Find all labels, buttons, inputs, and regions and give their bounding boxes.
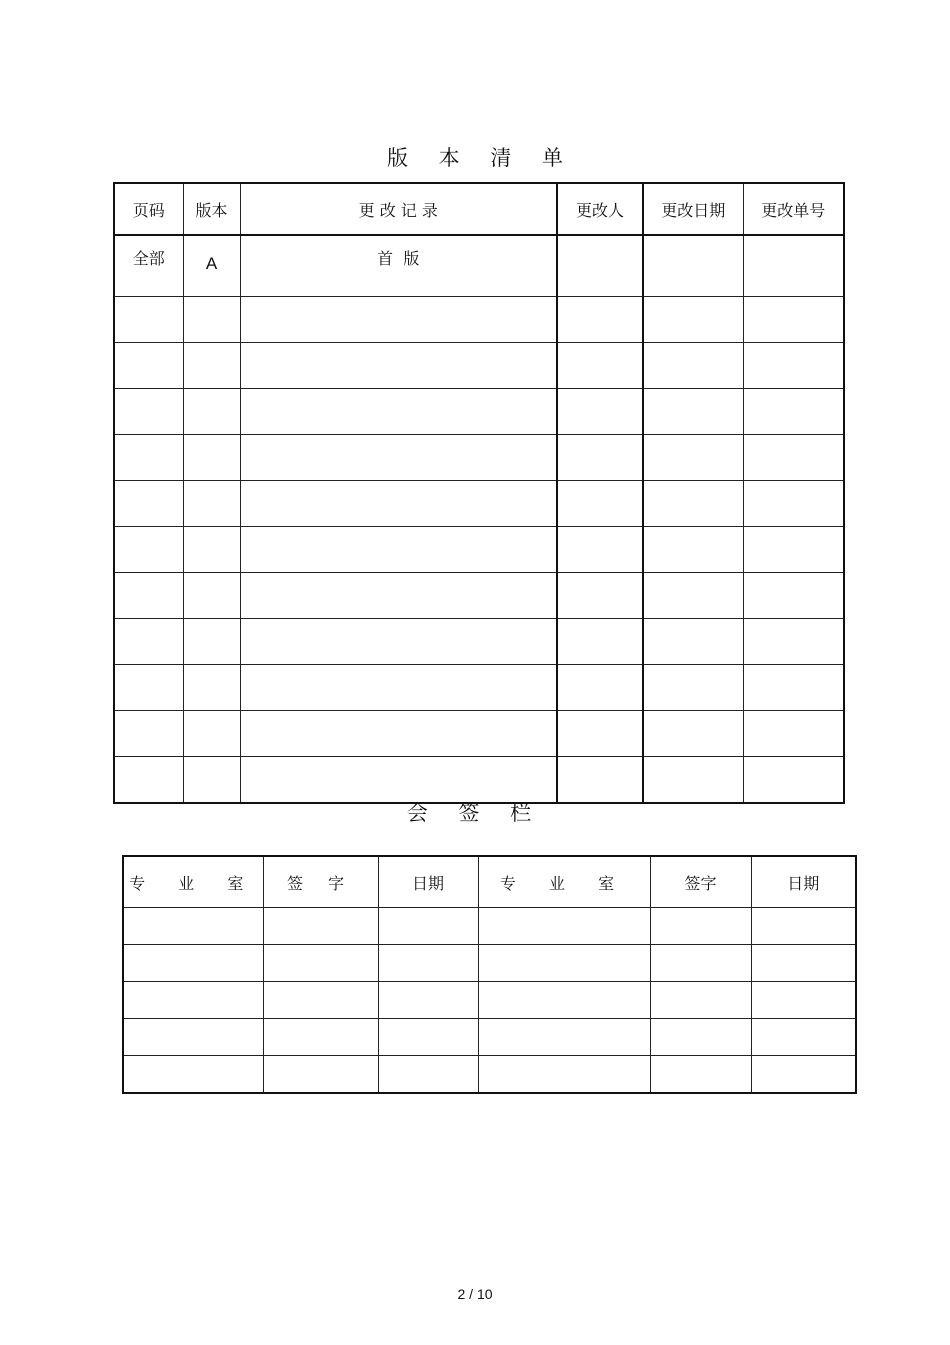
cell-sign-1 bbox=[263, 982, 378, 1019]
cell-sign-2 bbox=[650, 982, 751, 1019]
cell-page bbox=[114, 435, 183, 481]
table-row bbox=[114, 297, 844, 343]
cell-sign-1 bbox=[263, 1019, 378, 1056]
table-row bbox=[114, 435, 844, 481]
table-row bbox=[114, 481, 844, 527]
cell-sign-2 bbox=[650, 945, 751, 982]
cell-date bbox=[643, 619, 743, 665]
cell-person bbox=[557, 343, 643, 389]
cell-page bbox=[114, 665, 183, 711]
table-row bbox=[114, 573, 844, 619]
cell-page bbox=[114, 343, 183, 389]
table-row bbox=[114, 619, 844, 665]
version-value: A bbox=[205, 254, 218, 273]
header-sign-2: 签字 bbox=[650, 856, 751, 908]
cell-order-no bbox=[743, 527, 844, 573]
cell-person bbox=[557, 389, 643, 435]
table-row bbox=[123, 1019, 856, 1056]
cell-order-no bbox=[743, 235, 844, 297]
table-row bbox=[114, 527, 844, 573]
header-date-1: 日期 bbox=[378, 856, 478, 908]
cell-date-2 bbox=[751, 945, 856, 982]
cell-page bbox=[114, 481, 183, 527]
cell-person bbox=[557, 235, 643, 297]
table-row bbox=[114, 711, 844, 757]
cell-date bbox=[643, 235, 743, 297]
cell-record bbox=[240, 297, 557, 343]
cell-date-1 bbox=[378, 982, 478, 1019]
cell-version bbox=[183, 481, 240, 527]
header-dept-1: 专 业 室 bbox=[123, 856, 263, 908]
cell-version bbox=[183, 619, 240, 665]
cell-version bbox=[183, 343, 240, 389]
cell-order-no bbox=[743, 435, 844, 481]
cell-record: 首 版 bbox=[240, 235, 557, 297]
table-row bbox=[114, 343, 844, 389]
cell-date-2 bbox=[751, 908, 856, 945]
cell-page bbox=[114, 573, 183, 619]
table-row bbox=[114, 665, 844, 711]
cell-date bbox=[643, 527, 743, 573]
cell-person bbox=[557, 573, 643, 619]
revision-list-table bbox=[113, 182, 845, 804]
cell-version bbox=[183, 435, 240, 481]
cell-page bbox=[114, 619, 183, 665]
cell-order-no bbox=[743, 711, 844, 757]
countersign-header-row bbox=[123, 856, 856, 908]
cell-order-no bbox=[743, 297, 844, 343]
cell-dept-1 bbox=[123, 982, 263, 1019]
cell-record bbox=[240, 389, 557, 435]
cell-sign-1 bbox=[263, 945, 378, 982]
table-row bbox=[123, 1056, 856, 1094]
cell-record bbox=[240, 665, 557, 711]
header-sign-1: 签 字 bbox=[263, 856, 378, 908]
cell-order-no bbox=[743, 389, 844, 435]
cell-page bbox=[114, 297, 183, 343]
header-order-no: 更改单号 bbox=[743, 183, 844, 235]
cell-order-no bbox=[743, 665, 844, 711]
cell-version bbox=[183, 711, 240, 757]
countersign-table bbox=[122, 855, 857, 1094]
cell-record bbox=[240, 435, 557, 481]
cell-version bbox=[183, 527, 240, 573]
cell-page bbox=[114, 527, 183, 573]
cell-sign-2 bbox=[650, 1019, 751, 1056]
cell-dept-2 bbox=[478, 945, 650, 982]
cell-date bbox=[643, 573, 743, 619]
table-row bbox=[123, 945, 856, 982]
cell-date-1 bbox=[378, 908, 478, 945]
table-row bbox=[114, 235, 844, 297]
cell-person bbox=[557, 527, 643, 573]
cell-date-1 bbox=[378, 1056, 478, 1094]
cell-dept-2 bbox=[478, 1019, 650, 1056]
cell-person bbox=[557, 297, 643, 343]
header-version: 版本 bbox=[183, 183, 240, 235]
cell-dept-1 bbox=[123, 1019, 263, 1056]
cell-record bbox=[240, 481, 557, 527]
cell-dept-2 bbox=[478, 908, 650, 945]
header-date-2: 日期 bbox=[751, 856, 856, 908]
cell-date bbox=[643, 481, 743, 527]
revision-list-title: 版 本 清 单 bbox=[386, 146, 576, 170]
header-person: 更改人 bbox=[557, 183, 643, 235]
cell-date-2 bbox=[751, 1056, 856, 1094]
cell-page bbox=[114, 389, 183, 435]
cell-person bbox=[557, 711, 643, 757]
cell-sign-1 bbox=[263, 908, 378, 945]
revision-header-row bbox=[114, 183, 844, 235]
cell-order-no bbox=[743, 619, 844, 665]
cell-record bbox=[240, 711, 557, 757]
cell-person bbox=[557, 481, 643, 527]
cell-date-1 bbox=[378, 945, 478, 982]
cell-record bbox=[240, 343, 557, 389]
cell-date bbox=[643, 389, 743, 435]
cell-dept-2 bbox=[478, 982, 650, 1019]
table-row bbox=[123, 908, 856, 945]
cell-order-no bbox=[743, 343, 844, 389]
cell-version bbox=[183, 297, 240, 343]
table-row bbox=[123, 982, 856, 1019]
cell-date bbox=[643, 435, 743, 481]
cell-sign-2 bbox=[650, 908, 751, 945]
cell-date-2 bbox=[751, 982, 856, 1019]
page-indicator: 2 / 10 bbox=[457, 1286, 493, 1302]
header-date: 更改日期 bbox=[643, 183, 743, 235]
cell-version bbox=[183, 235, 240, 297]
cell-sign-2 bbox=[650, 1056, 751, 1094]
cell-page bbox=[114, 711, 183, 757]
cell-date-2 bbox=[751, 1019, 856, 1056]
cell-page: 全部 bbox=[114, 235, 183, 297]
header-dept-2: 专 业 室 bbox=[478, 856, 650, 908]
cell-dept-2 bbox=[478, 1056, 650, 1094]
header-record: 更 改 记 录 bbox=[240, 183, 557, 235]
cell-order-no bbox=[743, 481, 844, 527]
cell-dept-1 bbox=[123, 1056, 263, 1094]
cell-date bbox=[643, 711, 743, 757]
cell-person bbox=[557, 665, 643, 711]
countersign-title: 会 签 栏 bbox=[406, 801, 544, 825]
cell-record bbox=[240, 619, 557, 665]
header-page: 页码 bbox=[114, 183, 183, 235]
cell-date-1 bbox=[378, 1019, 478, 1056]
cell-record bbox=[240, 527, 557, 573]
cell-person bbox=[557, 619, 643, 665]
cell-version bbox=[183, 573, 240, 619]
cell-order-no bbox=[743, 573, 844, 619]
table-row bbox=[114, 389, 844, 435]
cell-version bbox=[183, 665, 240, 711]
cell-date bbox=[643, 343, 743, 389]
cell-dept-1 bbox=[123, 908, 263, 945]
cell-sign-1 bbox=[263, 1056, 378, 1094]
cell-date bbox=[643, 297, 743, 343]
cell-dept-1 bbox=[123, 945, 263, 982]
cell-version bbox=[183, 389, 240, 435]
cell-person bbox=[557, 435, 643, 481]
cell-date bbox=[643, 665, 743, 711]
cell-record bbox=[240, 573, 557, 619]
